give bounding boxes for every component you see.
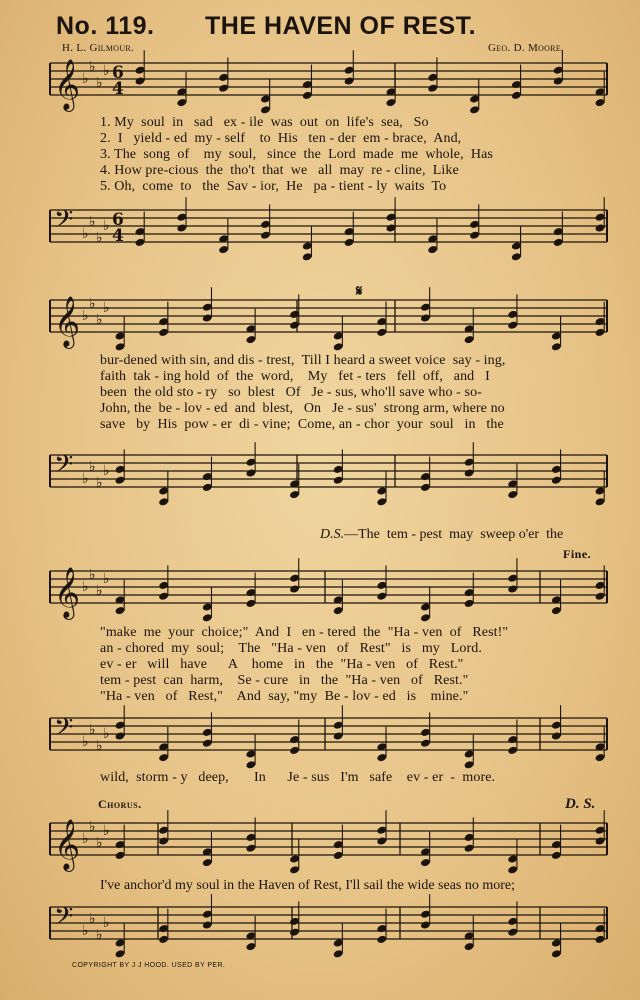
flat-icon: ♭ (103, 300, 110, 316)
chorus-lyric-line: I've anchor'd my soul in the Haven of Rest, I'll sail the wide seas no more; (100, 878, 516, 893)
flat-icon: ♭ (89, 722, 96, 738)
bass-clef-icon: 𝄢 (54, 205, 74, 240)
flat-icon: ♭ (103, 218, 110, 234)
ds-lyric-line (306, 511, 563, 559)
bass-staff-1 (0, 205, 640, 255)
bass-clef-icon: 𝄢 (54, 450, 74, 485)
bass-staff-2 (0, 450, 640, 500)
flat-icon: ♭ (89, 296, 96, 312)
ds-mark: D. S. (565, 796, 596, 812)
bass-staff-4 (0, 902, 640, 952)
refrain-line: wild, storm - y deep, In Je - sus I'm safe ev - er - more. (100, 770, 496, 785)
verse-line: "make me your choice;" And I en - tered the "Ha - ven of Rest!" (100, 625, 509, 640)
treble-clef-icon: 𝄞 (54, 59, 81, 110)
treble-staff-2 (0, 295, 640, 345)
flat-icon: ♭ (96, 583, 103, 599)
flat-icon: ♭ (103, 571, 110, 587)
verse-line: 2. I yield - ed my - self to His ten - der em - brace, And, (100, 131, 462, 146)
verse-line: John, the be - lov - ed and blest, On Je - sus' strong arm, where no (100, 401, 505, 416)
flat-icon: ♭ (96, 475, 103, 491)
time-signature-top: 6 (112, 210, 124, 230)
verse-line: ev - er will have A home in the "Ha - ven of Rest." (100, 657, 464, 672)
flat-icon: ♭ (89, 459, 96, 475)
verse-line: faith tak - ing hold of the word, My fet - ters fell off, and I (100, 369, 490, 384)
flat-icon: ♭ (96, 75, 103, 91)
ds-label: D.S. (320, 527, 345, 542)
flat-icon: ♭ (103, 823, 110, 839)
segno-icon: 𝄋 (356, 284, 363, 300)
verse-line: bur-dened with sin, and dis - trest, Till I heard a sweet voice say - ing, (100, 353, 506, 368)
flat-icon: ♭ (89, 911, 96, 927)
flat-icon: ♭ (89, 214, 96, 230)
flat-icon: ♭ (96, 230, 103, 246)
flat-icon: ♭ (82, 471, 89, 487)
flat-icon: ♭ (103, 463, 110, 479)
bass-staff-3 (0, 713, 640, 763)
flat-icon: ♭ (89, 819, 96, 835)
verse-line: an - chored my soul; The "Ha - ven of Rest" is my Lord. (100, 641, 482, 656)
time-signature-top: 6 (112, 63, 124, 83)
flat-icon: ♭ (89, 567, 96, 583)
flat-icon: ♭ (103, 63, 110, 79)
flat-icon: ♭ (96, 312, 103, 328)
verse-line: 5. Oh, come to the Sav - ior, He pa - tient - ly waits To (100, 179, 447, 194)
hymn-title: THE HAVEN OF REST. (205, 12, 477, 40)
composer-credit: Geo. D. Moore. (488, 42, 565, 54)
flat-icon: ♭ (82, 308, 89, 324)
flat-icon: ♭ (82, 71, 89, 87)
flat-icon: ♭ (82, 923, 89, 939)
flat-icon: ♭ (82, 226, 89, 242)
chorus-label: Chorus. (98, 797, 142, 811)
bass-clef-icon: 𝄢 (54, 902, 74, 937)
verse-line: been the old sto - ry so blest Of Je - sus, who'll save who - so- (100, 385, 482, 400)
treble-clef-icon: 𝄞 (54, 296, 81, 347)
flat-icon: ♭ (89, 59, 96, 75)
time-signature-bottom: 4 (112, 226, 124, 246)
flat-icon: ♭ (103, 726, 110, 742)
hymn-number: No. 119. (56, 12, 155, 40)
flat-icon: ♭ (96, 835, 103, 851)
copyright-notice: COPYRIGHT BY J J HOOD. USED BY PER. (72, 962, 226, 969)
flat-icon: ♭ (96, 927, 103, 943)
bass-clef-icon: 𝄢 (54, 713, 74, 748)
treble-clef-icon: 𝄞 (54, 567, 81, 618)
ds-text: —The tem - pest may sweep o'er the (344, 527, 564, 542)
flat-icon: ♭ (82, 831, 89, 847)
flat-icon: ♭ (82, 579, 89, 595)
verse-line: save by His pow - er di - vine; Come, an - chor your soul in the (100, 417, 504, 432)
flat-icon: ♭ (103, 915, 110, 931)
time-signature-bottom: 4 (112, 79, 124, 99)
verse-line: 1. My soul in sad ex - ile was out on life's sea, So (100, 115, 429, 130)
flat-icon: ♭ (96, 738, 103, 754)
verse-line: tem - pest can harm, Se - cure in the "Ha - ven of Rest." (100, 673, 469, 688)
treble-staff-4 (0, 818, 640, 868)
verse-line: 3. The song of my soul, since the Lord made me whole, Has (100, 147, 493, 162)
treble-clef-icon: 𝄞 (54, 819, 81, 870)
verse-line: 4. How pre-cious the tho't that we all may re - cline, Like (100, 163, 459, 178)
fine-mark: Fine. (563, 547, 592, 561)
flat-icon: ♭ (82, 734, 89, 750)
treble-staff-3 (0, 566, 640, 616)
verse-line: "Ha - ven of Rest," And say, "my Be - lov - ed is mine." (100, 689, 469, 704)
lyricist-credit: H. L. Gilmour. (62, 42, 135, 54)
treble-staff-1 (0, 58, 640, 108)
